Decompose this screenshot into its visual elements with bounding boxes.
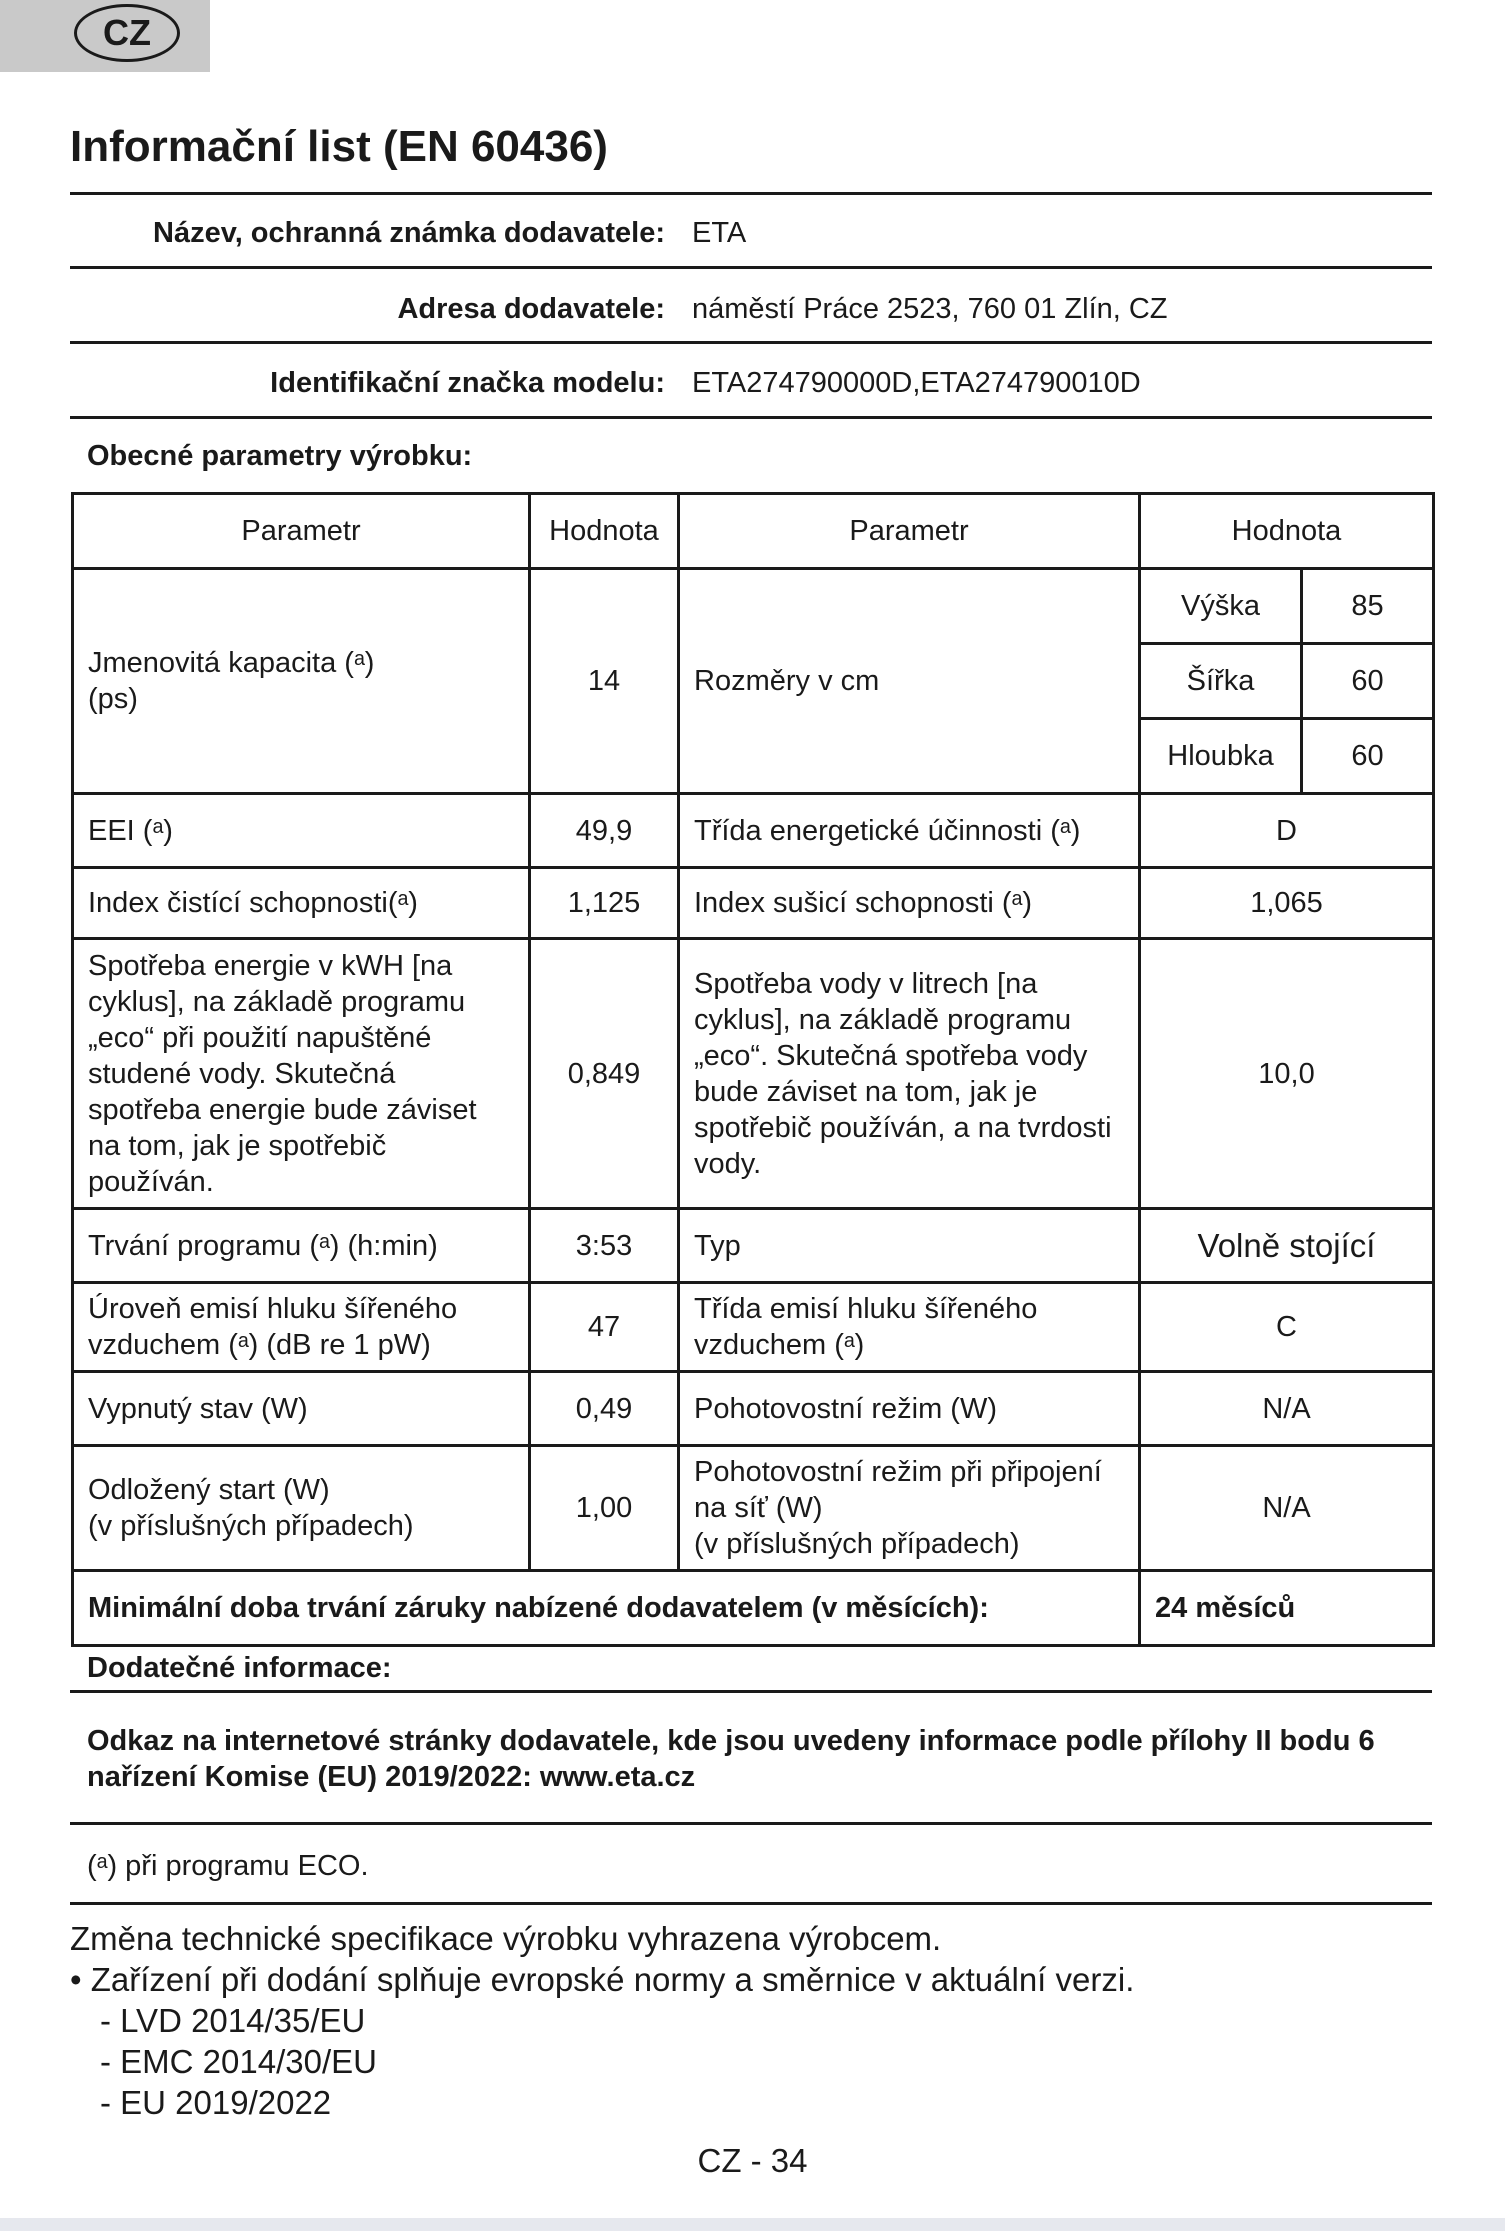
- header-value: Hodnota: [1140, 494, 1434, 569]
- param-label: Třída energetické účinnosti (ᵃ): [679, 794, 1140, 868]
- divider: [70, 1822, 1432, 1825]
- param-label: Typ: [679, 1209, 1140, 1283]
- param-label: Pohotovostní režim (W): [679, 1372, 1140, 1446]
- header-value: Hodnota: [530, 494, 679, 569]
- table-row: [73, 569, 1434, 644]
- dimensions-label: Rozměry v cm: [679, 569, 1140, 794]
- param-label: Úroveň emisí hluku šířeného vzduchem (ᵃ) (dB re 1 pW): [73, 1283, 530, 1372]
- divider: [70, 266, 1432, 269]
- divider: [70, 1690, 1432, 1693]
- supplier-address-value: náměstí Práce 2523, 760 01 Zlín, CZ: [692, 292, 1168, 325]
- footnote: (ᵃ) při programu ECO.: [87, 1850, 369, 1882]
- table-header-row: [73, 494, 1434, 569]
- warranty-row: [73, 1571, 1434, 1646]
- directive-item: - LVD 2014/35/EU: [100, 2002, 366, 2039]
- table-row: [73, 939, 1434, 1209]
- divider: [70, 341, 1432, 344]
- param-value: 1,065: [1140, 868, 1434, 939]
- height-label: Výška: [1140, 569, 1302, 644]
- param-value: N/A: [1140, 1446, 1434, 1571]
- param-value: 0,49: [530, 1372, 679, 1446]
- param-value: 47: [530, 1283, 679, 1372]
- warranty-label: Minimální doba trvání záruky nabízené dodavatelem (v měsících):: [73, 1571, 1140, 1646]
- depth-label: Hloubka: [1140, 719, 1302, 794]
- width-label: Šířka: [1140, 644, 1302, 719]
- param-label: Pohotovostní režim při připojení na síť (W) (v příslušných případech): [679, 1446, 1140, 1571]
- compliance-bullet: • Zařízení při dodání splňuje evropské normy a směrnice v aktuální verzi.: [70, 1961, 1135, 1998]
- supplier-address-label: Adresa dodavatele:: [397, 292, 665, 325]
- param-value: C: [1140, 1283, 1434, 1372]
- model-id-value: ETA274790000D,ETA274790010D: [692, 366, 1141, 399]
- param-value: 3:53: [530, 1209, 679, 1283]
- bottom-edge: [0, 2218, 1505, 2231]
- param-value: 1,00: [530, 1446, 679, 1571]
- directive-item: - EMC 2014/30/EU: [100, 2043, 377, 2080]
- capacity-value: 14: [530, 569, 679, 794]
- divider: [70, 416, 1432, 419]
- table-row: [73, 868, 1434, 939]
- param-value: 1,125: [530, 868, 679, 939]
- table-row: [73, 1446, 1434, 1571]
- param-label: Index sušicí schopnosti (ᵃ): [679, 868, 1140, 939]
- param-label: Spotřeba vody v litrech [na cyklus], na základě programu „eco“. Skutečná spotřeba vody bude záviset na tom, jak je spotřebič používán, a na tvrdosti vody.: [679, 939, 1140, 1209]
- param-label: Index čistící schopnosti(ᵃ): [73, 868, 530, 939]
- header-parameter: Parametr: [679, 494, 1140, 569]
- page-title: Informační list (EN 60436): [70, 122, 608, 171]
- param-label: Spotřeba energie v kWH [na cyklus], na základě programu „eco“ při použití napuštěné studené vody. Skutečná spotřeba energie bude záviset na tom, jak je spotřebič používán.: [73, 939, 530, 1209]
- table-row: [73, 1283, 1434, 1372]
- width-value: 60: [1302, 644, 1434, 719]
- param-value: 10,0: [1140, 939, 1434, 1209]
- warranty-value: 24 měsíců: [1140, 1571, 1434, 1646]
- param-value: N/A: [1140, 1372, 1434, 1446]
- param-value: 0,849: [530, 939, 679, 1209]
- supplier-name-row: [70, 209, 1432, 257]
- divider: [70, 1902, 1432, 1905]
- param-value: Volně stojící: [1140, 1209, 1434, 1283]
- compliance-notes: [70, 1918, 1134, 2123]
- table-row: [73, 794, 1434, 868]
- capacity-label: Jmenovitá kapacita (ᵃ) (ps): [73, 569, 530, 794]
- param-label: Odložený start (W) (v příslušných případech): [73, 1446, 530, 1571]
- height-value: 85: [1302, 569, 1434, 644]
- table-row: [73, 1209, 1434, 1283]
- param-value: 49,9: [530, 794, 679, 868]
- additional-info-heading: Dodatečné informace:: [87, 1652, 392, 1684]
- page-number: CZ - 34: [697, 2142, 808, 2179]
- supplier-address-row: [70, 285, 1432, 333]
- param-label: Trvání programu (ᵃ) (h:min): [73, 1209, 530, 1283]
- depth-value: 60: [1302, 719, 1434, 794]
- divider: [70, 192, 1432, 195]
- model-id-row: [70, 359, 1432, 407]
- param-label: EEI (ᵃ): [73, 794, 530, 868]
- table-row: [73, 1372, 1434, 1446]
- model-id-label: Identifikační značka modelu:: [270, 366, 665, 399]
- param-value: D: [1140, 794, 1434, 868]
- header-parameter: Parametr: [73, 494, 530, 569]
- spec-change-note: Změna technické specifikace výrobku vyhrazena výrobcem.: [70, 1920, 942, 1957]
- supplier-name-label: Název, ochranná známka dodavatele:: [153, 216, 665, 249]
- supplier-name-value: ETA: [692, 216, 747, 249]
- supplier-website-text: Odkaz na internetové stránky dodavatele, kde jsou uvedeny informace podle přílohy II bodu 6 nařízení Komise (EU) 2019/2022: www.eta.cz: [87, 1725, 1375, 1793]
- parameters-table: [71, 492, 1435, 1647]
- general-parameters-heading: Obecné parametry výrobku:: [87, 440, 473, 472]
- param-label: Třída emisí hluku šířeného vzduchem (ᵃ): [679, 1283, 1140, 1372]
- language-badge: CZ: [74, 4, 180, 62]
- directive-item: - EU 2019/2022: [100, 2084, 332, 2121]
- language-tab: [0, 0, 210, 72]
- param-label: Vypnutý stav (W): [73, 1372, 530, 1446]
